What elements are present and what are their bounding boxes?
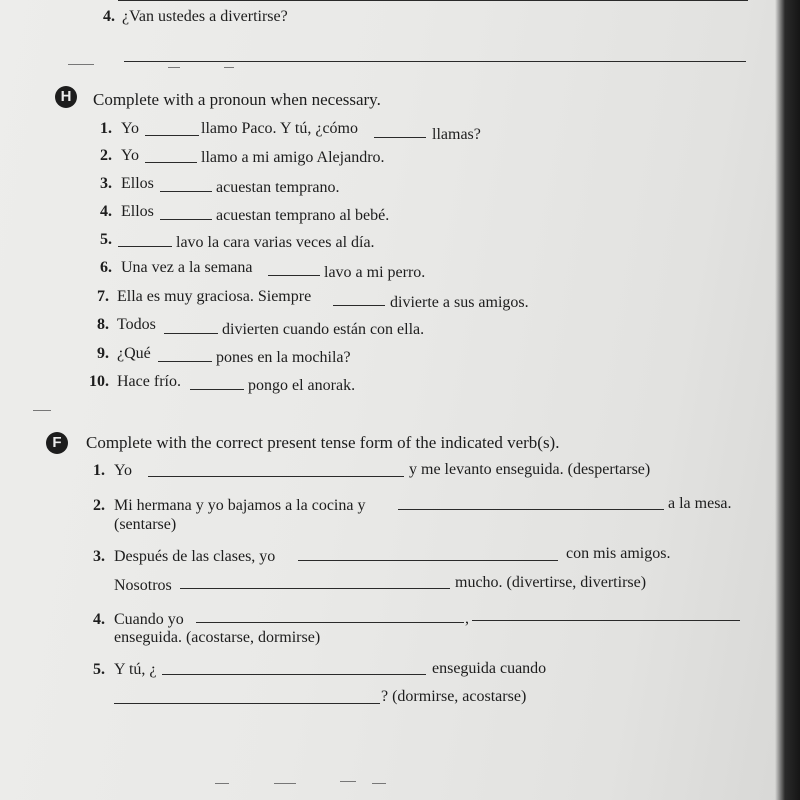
item-text: Mi hermana y yo bajamos a la cocina y [114,497,366,514]
item-number: 10. [89,373,109,390]
blank[interactable] [160,219,212,220]
item-number: 3. [100,175,112,192]
blank[interactable] [160,191,212,192]
item-text: Ellos [121,175,154,192]
item-number: 6. [100,259,112,276]
item-text: Yo [121,147,139,164]
divider [215,783,229,784]
item-text: Ellos [121,203,154,220]
item-text: (sentarse) [114,516,177,533]
answer-line[interactable] [196,622,464,623]
item-number: 7. [97,288,109,305]
item-number: 3. [93,548,105,565]
item-text: mucho. (divertirse, divertirse) [455,574,647,591]
section-h-instruction: Complete with a pronoun when necessary. [93,90,381,109]
answer-line[interactable] [398,509,664,510]
item-number: 9. [97,345,109,362]
blank[interactable] [190,389,244,390]
item-text: con mis amigos. [566,545,671,562]
item-number: 1. [100,120,112,137]
divider [168,67,180,68]
answer-line[interactable] [114,703,380,704]
blank[interactable] [158,361,212,362]
item-text: y me levanto enseguida. (despertarse) [409,461,651,478]
section-h-badge: H [55,86,77,108]
item-number: 4. [100,203,112,220]
answer-line[interactable] [180,588,450,589]
item-number: 4. [93,611,105,628]
item-number: 4. [103,8,115,25]
item-number: 2. [100,147,112,164]
answer-line[interactable] [298,560,558,561]
item-text: Nosotros [114,577,172,594]
item-text: pongo el anorak. [248,377,356,394]
item-text: llamo a mi amigo Alejandro. [201,149,385,166]
item-number: 2. [93,497,105,514]
item-text: llamas? [432,126,481,143]
page-edge-shadow [775,0,800,800]
item-number: 8. [97,316,109,333]
item-text: Una vez a la semana [121,259,253,276]
item-text: divierte a sus amigos. [390,294,529,311]
answer-line[interactable] [162,674,426,675]
item-text: Después de las clases, yo [114,548,276,565]
blank[interactable] [333,305,385,306]
answer-line[interactable] [124,61,746,62]
blank[interactable] [118,246,172,247]
item-text: ? (dormirse, acostarse) [381,688,527,705]
item-text: acuestan temprano. [216,179,340,196]
item-text: pones en la mochila? [216,349,351,366]
blank[interactable] [145,135,199,136]
item-text: Y tú, ¿ [114,661,157,678]
item-text: lavo a mi perro. [324,264,426,281]
item-text: , [465,610,469,627]
blank[interactable] [374,137,426,138]
blank[interactable] [145,162,197,163]
divider [68,64,94,65]
section-f-instruction: Complete with the correct present tense form of the indicated verb(s). [86,433,560,452]
item-text: Yo [121,120,139,137]
divider [33,410,51,411]
item-text: a la mesa. [668,495,732,512]
item-text: Hace frío. [117,373,181,390]
divider [340,781,356,782]
item-text: acuestan temprano al bebé. [216,207,390,224]
item-number: 5. [93,661,105,678]
item-text: Ella es muy graciosa. Siempre [117,288,312,305]
answer-line[interactable] [472,620,740,621]
item-text: ¿Qué [117,345,151,362]
question-text: ¿Van ustedes a divertirse? [122,8,288,25]
blank[interactable] [268,275,320,276]
item-text: divierten cuando están con ella. [222,321,425,338]
item-text: Cuando yo [114,611,184,628]
answer-line[interactable] [148,476,404,477]
item-text: enseguida. (acostarse, dormirse) [114,629,321,646]
item-text: Yo [114,462,132,479]
divider [274,783,296,784]
item-text: Todos [117,316,156,333]
item-number: 1. [93,462,105,479]
section-f-badge: F [46,432,68,454]
divider [224,67,234,68]
item-text: enseguida cuando [432,660,547,677]
answer-line-prev [118,0,748,1]
item-text: lavo la cara varias veces al día. [176,234,375,251]
item-number: 5. [100,231,112,248]
item-text: llamo Paco. Y tú, ¿cómo [201,120,358,137]
divider [372,783,386,784]
blank[interactable] [164,333,218,334]
